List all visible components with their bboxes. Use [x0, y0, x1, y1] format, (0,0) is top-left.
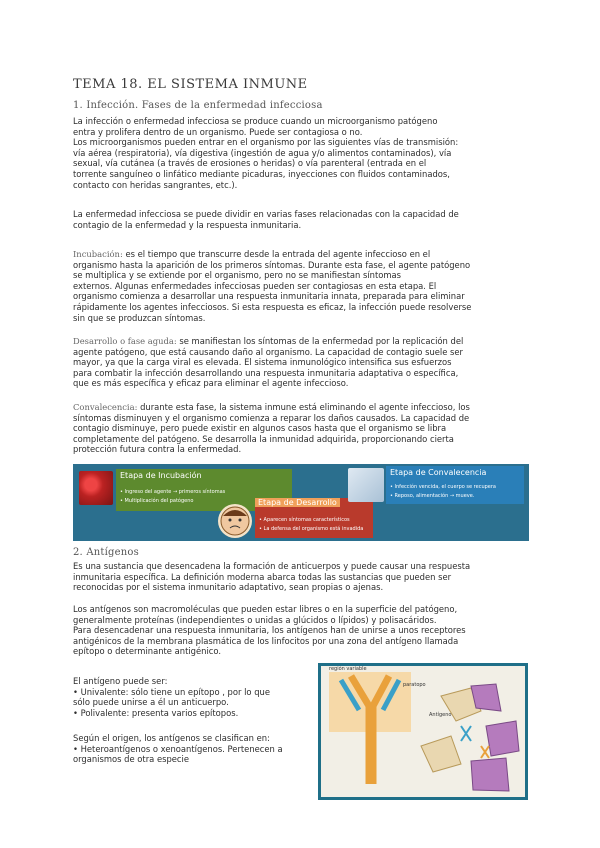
recovery-image	[348, 468, 384, 502]
stage-convalecencia-box	[386, 466, 524, 504]
paragraph-antigen-composition: Los antígenos son macromoléculas que pueden estar libres o en la superficie del patógeno, generalmente proteínas (independientes o unidas a glúcidos o lípidos) y polisacáridos. Para desencadenar una respuesta inmunitaria, los antígenos han de unirse a unos receptores antigénicos de la membrana plasmática de los linfocitos por una zona del antígeno llamada epítopo o determinante antigénico.	[73, 604, 466, 657]
antigen-shape-2	[421, 736, 461, 772]
paragraph-phases-intro: La enfermedad infecciosa se puede dividir en varias fases relacionadas con la capacidad de contagio de la enfermedad y la respuesta inmunitaria.	[73, 209, 459, 230]
small-antibody-2	[481, 746, 489, 758]
paragraph-antigen-definition: Es una sustancia que desencadena la formación de anticuerpos y puede causar una respuesta inmunitaria específica. La definición moderna abarca todas las sustancias que pueden ser reconocidas por el sistema inmunitario adaptativo, sean propias o ajenas.	[73, 561, 471, 593]
incubation-virus-image	[79, 471, 113, 505]
text-desarrollo: se manifiestan los síntomas de la enfermedad por la replicación del agente patógeno, que está causando daño al organismo. La capacidad de contagio suele ser mayor, ya que la carga viral es elevada. El sistema inmunológico intensifica sus esfuerzos para combatir la infección desarrollando una respuesta inmunitaria adaptativa o específica, que es más específica y eficaz para eliminar el agente infeccioso.	[73, 336, 464, 389]
stage-desarrollo-line-1: • Aparecen síntomas característicos	[259, 517, 350, 523]
term-incubacion: Incubación:	[73, 249, 123, 259]
label-variable-region: región variable	[329, 666, 367, 672]
stage-incubacion-line-1: • Ingreso del agente → primeros síntomas	[120, 489, 226, 495]
stage-convalecencia-line-2: • Reposo, alimentación → mueve.	[390, 493, 475, 499]
sick-face-icon	[218, 504, 252, 538]
antibody-antigen-figure	[318, 663, 528, 800]
stage-incubacion-line-2: • Multiplicación del patógeno	[120, 498, 194, 504]
term-convalecencia: Convalecencia:	[73, 402, 138, 412]
stage-convalecencia-line-1: • Infección vencida, el cuerpo se recupera	[390, 484, 496, 490]
page-title: TEMA 18. EL SISTEMA INMUNE	[73, 77, 308, 92]
paragraph-desarrollo	[73, 336, 528, 389]
antibody-diagram	[321, 666, 525, 797]
paragraph-infection-intro: La infección o enfermedad infecciosa se produce cuando un microorganismo patógeno entra y prolifera dentro de un organismo. Puede ser contagiosa o no. Los microorganismos pueden entrar en el organismo por las siguientes vías de transmisión: vía aérea (respiratoria), vía digestiva (ingestión de agua y/o alimentos contaminados), vía sexual, vía cutánea (a través de erosiones o heridas) o vía parenteral (entrada en el torrente sanguíneo o linfático mediante picaduras, inyecciones con fluidos contaminados, contacto con heridas sangrantes, etc.).	[73, 116, 459, 190]
stage-incubacion-title: Etapa de Incubación	[120, 471, 202, 480]
text-incubacion: es el tiempo que transcurre desde la entrada del agente infeccioso en el organismo hasta la aparición de los primeros síntomas. Durante esta fase, el agente patógeno se multiplica y se extiende por el organismo, pero no se manifiestan síntomas externos. Algunas enfermedades infecciosas pueden ser contagiosas en esta etapa. El organismo comienza a desarrollar una respuesta inmunitaria innata, preparada para eliminar rápidamente los agentes infecciosos. Si esta respuesta es eficaz, la infección puede resolverse sin que se produzcan síntomas.	[73, 249, 472, 323]
label-paratope: paratopo	[403, 682, 426, 688]
small-antibody-1	[461, 726, 471, 741]
section-heading-antigens: 2. Antígenos	[73, 547, 139, 558]
antigen-shape-3	[486, 721, 519, 756]
paragraph-antigen-origin: Según el origen, los antígenos se clasifican en: • Heteroantígenos o xenoantígenos. Pertenecen a organismos de otra especie	[73, 733, 283, 765]
stage-convalecencia-title: Etapa de Convalecencia	[390, 468, 487, 477]
paragraph-convalecencia	[73, 402, 528, 455]
paragraph-incubacion	[73, 249, 528, 323]
label-antigen: Antígeno	[429, 712, 452, 718]
sick-person-image	[218, 504, 252, 538]
stage-desarrollo-line-2: • La defensa del organismo está invadida	[259, 526, 364, 532]
section-heading-infection: 1. Infección. Fases de la enfermedad infecciosa	[73, 100, 323, 111]
infection-stages-figure	[73, 464, 529, 541]
paragraph-antigen-types: El antígeno puede ser: • Univalente: sólo tiene un epítopo , por lo que sólo puede unirse a él un anticuerpo. • Polivalente: presenta varios epítopos.	[73, 676, 270, 718]
stage-desarrollo-box	[255, 498, 373, 538]
antigen-shape-4	[471, 758, 509, 791]
term-desarrollo: Desarrollo o fase aguda:	[73, 336, 177, 346]
antigen-shape-5	[471, 684, 501, 711]
text-convalecencia: durante esta fase, la sistema inmune está eliminando el agente infeccioso, los síntomas disminuyen y el organismo comienza a reparar los daños causados. La capacidad de contagio disminuye, pero puede existir en algunos casos hasta que el organismo se libra completamente del patógeno. Se desarrolla la inmunidad adquirida, proporcionando cierta protección futura contra la enfermedad.	[73, 402, 470, 455]
stage-desarrollo-title: Etapa de Desarrollo	[255, 498, 340, 507]
